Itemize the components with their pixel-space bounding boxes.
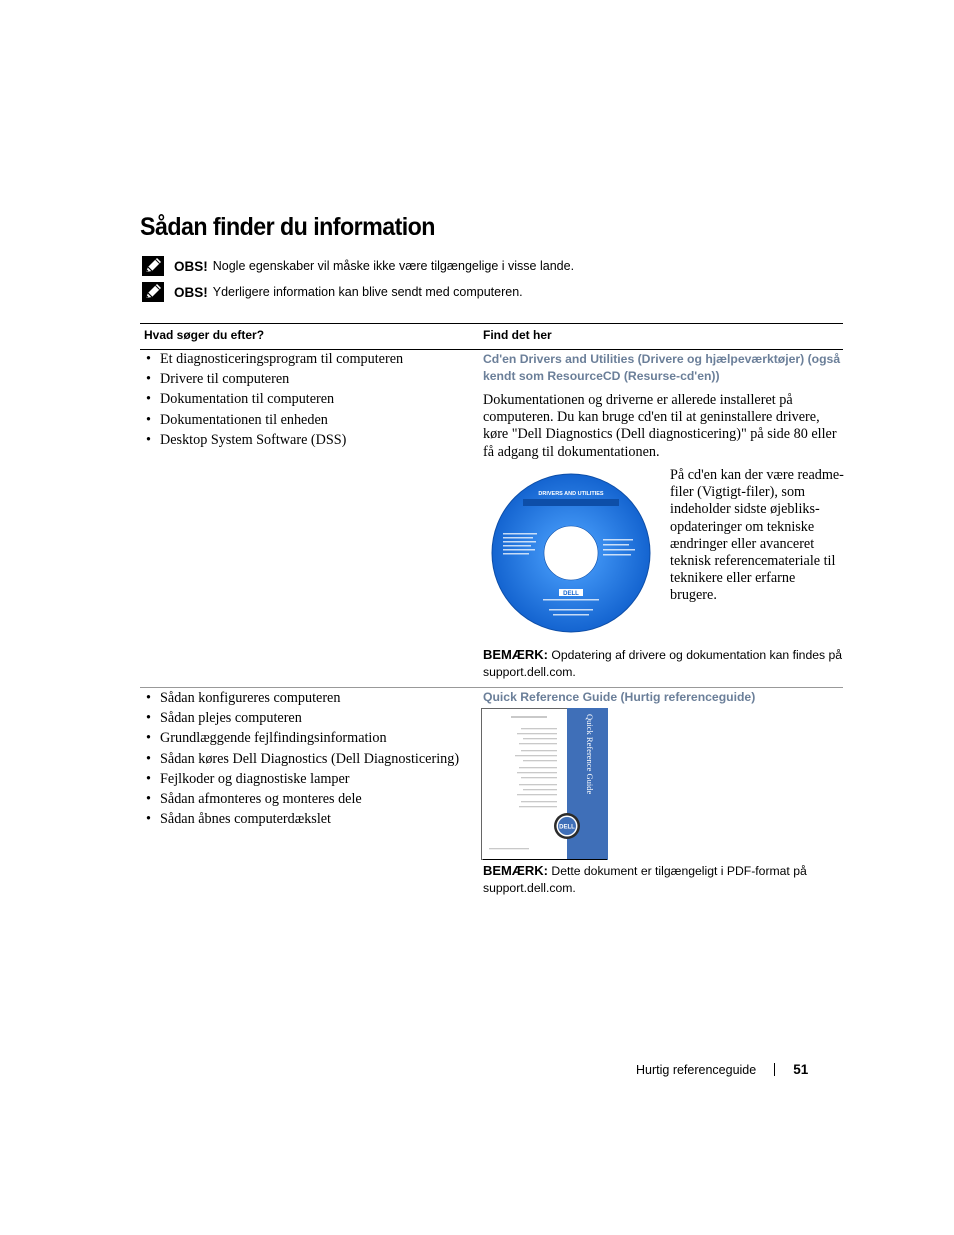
footer-divider — [774, 1063, 775, 1076]
note-label: OBS! — [174, 284, 208, 300]
row2-item-list — [146, 688, 459, 829]
list-item: • Grundlæggende fejlfindingsinformation — [146, 728, 459, 748]
note-end: . — [572, 665, 576, 679]
quick-reference-guide-image — [481, 708, 608, 860]
row1-note — [483, 646, 843, 681]
row1-paragraph: Dokumentationen og driverne er allerede installeret på computeren. Du kan bruge cd'en til at geninstallere drivere, køre "Dell Diagnostics (Dell diagnosticering)" på side 80 eller få adgang til dokumentationen. — [483, 392, 837, 460]
guide-brand-logo: DELL — [559, 824, 575, 831]
note-label: OBS! — [174, 258, 208, 274]
list-item: • Dokumentation til computeren — [146, 389, 403, 409]
cd-top-label: DRIVERS AND UTILITIES — [538, 491, 604, 497]
row1-source-title: Cd'en Drivers and Utilities (Drivere og hjælpeværktøjer) (også kendt som ResourceCD (Resurse-cd'en)) — [483, 352, 841, 383]
guide-spine-title: Quick Reference Guide — [585, 714, 595, 795]
row1-item-list — [146, 349, 403, 450]
note-2 — [142, 282, 523, 302]
list-item: • Fejlkoder og diagnostiske lamper — [146, 769, 459, 789]
col1-header: Hvad søger du efter? — [144, 328, 265, 342]
drivers-cd-image — [491, 473, 651, 633]
row1-readme-paragraph: På cd'en kan der være readme-filer (Vigtigt-filer), som indeholder sidste øjebliks-opdateringer om tekniske ændringer eller avanceret teknisk referencemateriale til teknikere eller erfarne brugere. — [670, 467, 844, 604]
list-item: • Et diagnosticeringsprogram til computeren — [146, 349, 403, 369]
page-number: 51 — [793, 1062, 809, 1077]
list-item: • Sådan åbnes computerdækslet — [146, 809, 459, 829]
page-title: Sådan finder du information — [140, 213, 435, 241]
list-item: • Sådan afmonteres og monteres dele — [146, 789, 459, 809]
note-text: Opdatering af drivere og dokumentation kan findes på — [551, 648, 843, 662]
list-item: • Dokumentationen til enheden — [146, 410, 403, 430]
row2-note — [483, 862, 843, 897]
footer-section: Hurtig referenceguide — [636, 1062, 757, 1077]
note-text: Nogle egenskaber vil måske ikke være tilgængelige i visse lande. — [212, 259, 575, 273]
table-top-rule — [140, 323, 843, 324]
note-label: BEMÆRK: — [483, 647, 548, 662]
col2-header: Find det her — [483, 328, 552, 342]
note-text: Yderligere information kan blive sendt med computeren. — [212, 285, 523, 299]
list-item: • Sådan konfigureres computeren — [146, 688, 459, 708]
support-link[interactable]: support.dell.com — [483, 881, 573, 895]
row2-source-title: Quick Reference Guide (Hurtig referenceguide) — [483, 690, 756, 704]
cd-brand-logo: DELL — [563, 591, 579, 597]
support-link[interactable]: support.dell.com — [483, 665, 573, 679]
pencil-note-icon — [142, 256, 164, 276]
list-item: • Desktop System Software (DSS) — [146, 430, 403, 450]
guide-underline — [483, 859, 607, 860]
note-text: Dette dokument er tilgængeligt i PDF-format på — [551, 864, 807, 878]
note-label: BEMÆRK: — [483, 863, 548, 878]
note-end: . — [572, 881, 576, 895]
page-footer — [636, 1062, 808, 1077]
list-item: • Sådan plejes computeren — [146, 708, 459, 728]
pencil-note-icon — [142, 282, 164, 302]
list-item: • Drivere til computeren — [146, 369, 403, 389]
note-1 — [142, 256, 574, 276]
list-item: • Sådan køres Dell Diagnostics (Dell Diagnosticering) — [146, 749, 459, 769]
